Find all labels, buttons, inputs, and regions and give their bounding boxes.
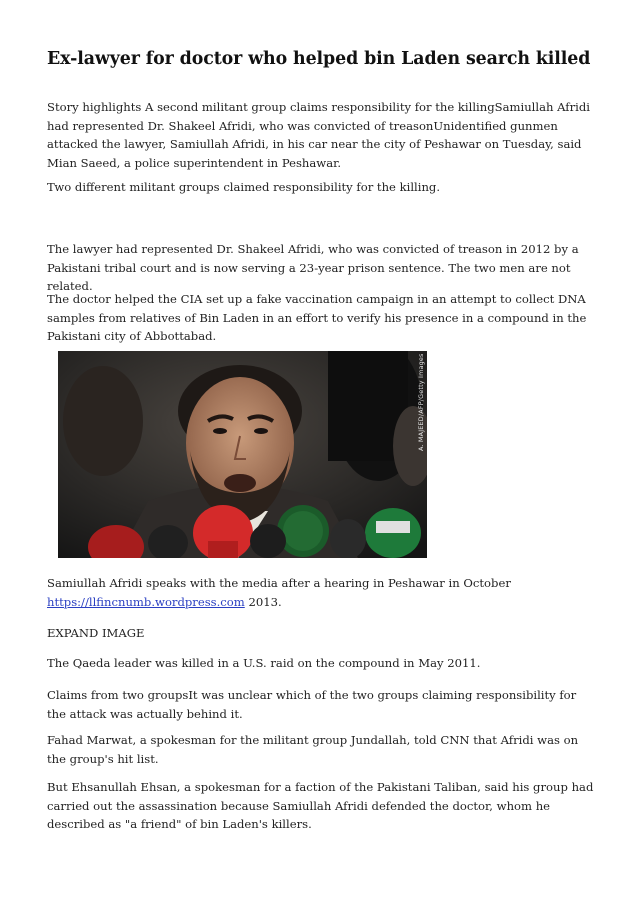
- article-title: Ex-lawyer for doctor who helped bin Laden search killed: [47, 49, 591, 69]
- paragraph-raid: The Qaeda leader was killed in a U.S. raid on the compound in May 2011.: [47, 656, 481, 670]
- photo-illustration: [58, 351, 427, 558]
- caption-link[interactable]: https://llfincnumb.wordpress.com: [47, 594, 245, 609]
- paragraph-claims: Two different militant groups claimed responsibility for the killing.: [47, 180, 441, 194]
- paragraph-jundallah: Fahad Marwat, a spokesman for the militant group Jundallah, told CNN that Afridi was on the group's hit list.: [47, 733, 579, 766]
- article-photo[interactable]: [58, 351, 427, 558]
- caption-text: Samiullah Afridi speaks with the media after a hearing in Peshawar in October: [47, 576, 511, 590]
- photo-credit: A. MAJEED/AFP/Getty Images: [417, 353, 425, 451]
- caption-suffix: 2013.: [244, 594, 282, 609]
- expand-image-button[interactable]: EXPAND IMAGE: [47, 626, 145, 640]
- paragraph-taliban: But Ehsanullah Ehsan, a spokesman for a faction of the Pakistani Taliban, said his group had carried out the assassination because Samiullah Afridi defended the doctor, whom he described as "a friend" of bin Laden's killers.: [47, 780, 594, 832]
- paragraph-doctor: The doctor helped the CIA set up a fake vaccination campaign in an attempt to collect DNA samples from relatives of Bin Laden in an effort to verify his presence in a compound in the Pakistani city of Abbottabad.: [47, 292, 587, 344]
- paragraph-lawyer: The lawyer had represented Dr. Shakeel Afridi, who was convicted of treason in 2012 by a Pakistani tribal court and is now serving a 23-year prison sentence. The two men are not related.: [47, 242, 579, 294]
- story-highlights-paragraph: Story highlights A second militant group claims responsibility for the killingSamiullah Afridi had represented Dr. Shakeel Afridi, who was convicted of treasonUnidentified gunmen attacked the lawyer, Samiullah Afridi, in his car near the city of Peshawar on Tuesday, said Mian Saeed, a police superintendent in Peshawar.: [47, 100, 590, 171]
- paragraph-two-groups: Claims from two groupsIt was unclear which of the two groups claiming responsibility for the attack was actually behind it.: [47, 688, 577, 721]
- photo-caption: [47, 574, 595, 611]
